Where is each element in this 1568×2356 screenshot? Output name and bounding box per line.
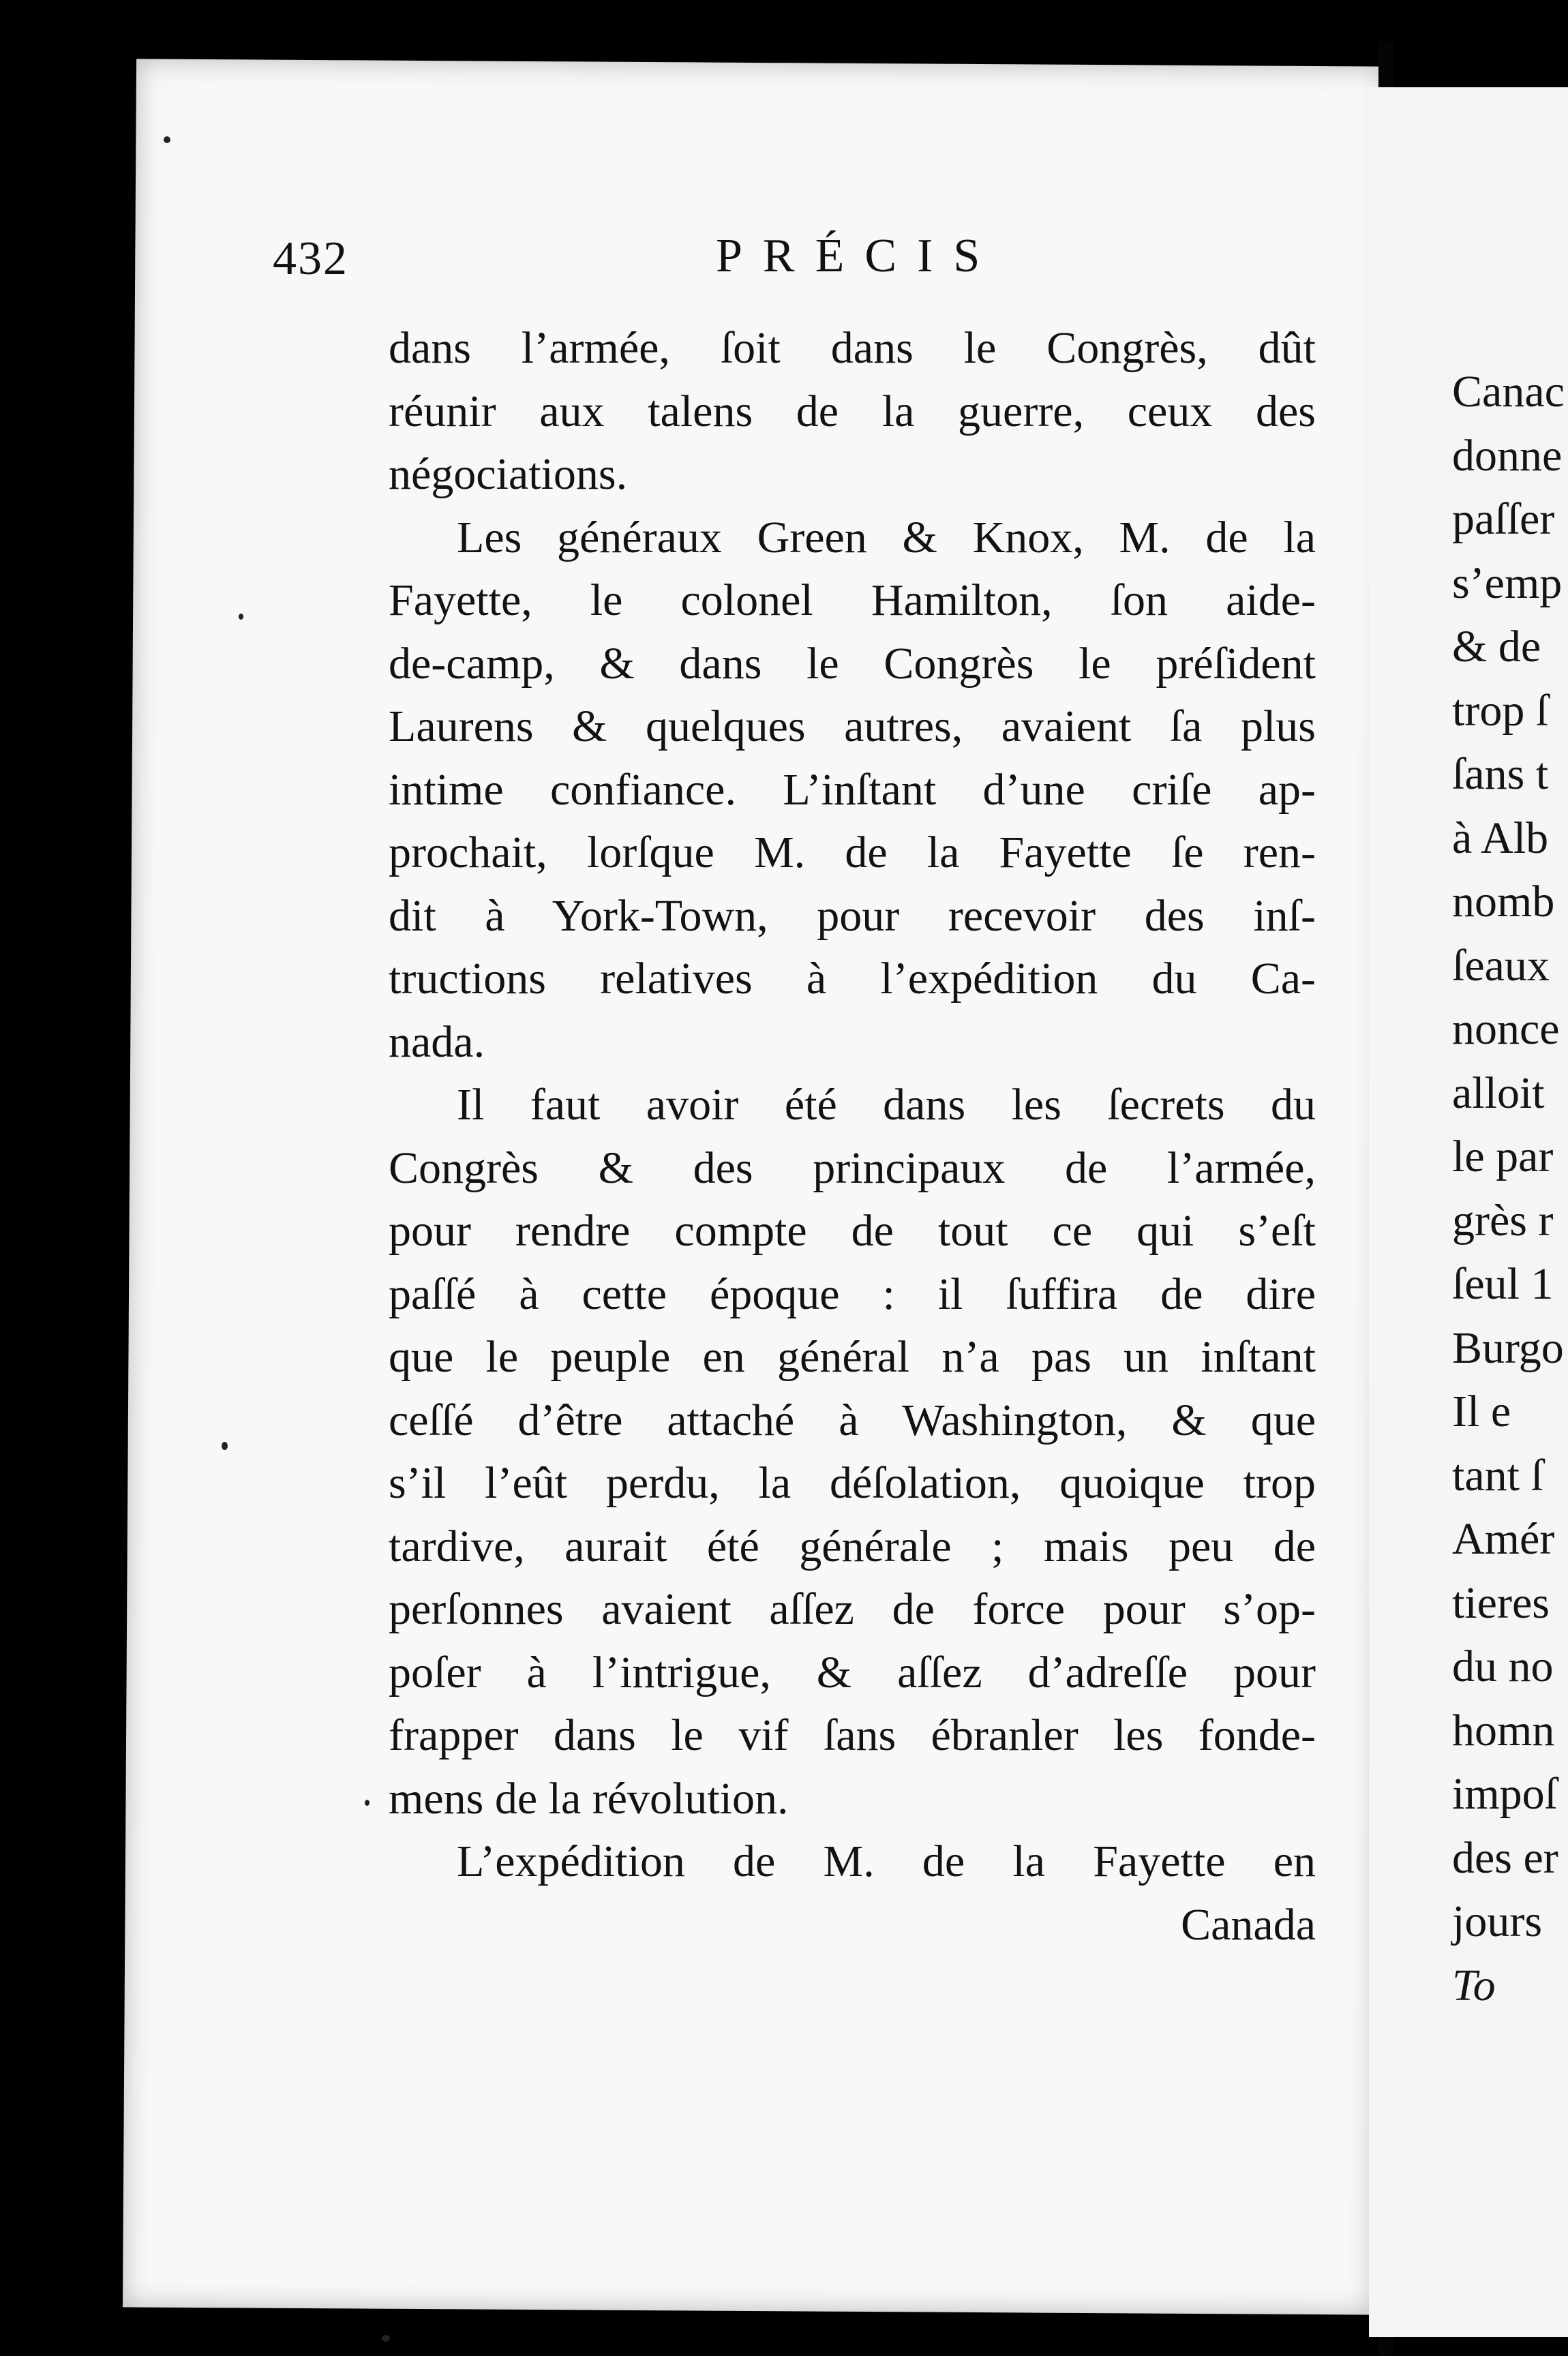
page-number: 432 (273, 232, 348, 285)
text-line: tructions relatives à l’expédition du Ca- (389, 954, 1316, 1003)
text-line: To (1452, 1960, 1496, 2010)
text-line: ſans t (1452, 749, 1549, 799)
text-line: perſonnes avaient aſſez de force pour s’op- (389, 1584, 1316, 1634)
text-line: poſer à l’intrigue, & aſſez d’adreſſe pour (389, 1647, 1316, 1697)
text-line: s’il l’eût perdu, la déſolation, quoique trop (389, 1458, 1316, 1508)
text-line: réunir aux talens de la guerre, ceux des (389, 386, 1316, 436)
text-line: paſſé à cette époque : il ſuffira de dire (389, 1269, 1316, 1319)
catchword: Canada (1181, 1899, 1316, 1950)
text-line: L’expédition de M. de la Fayette en (457, 1837, 1316, 1886)
text-line: des er (1452, 1832, 1558, 1883)
text-line: alloit (1452, 1068, 1545, 1118)
text-line: Il e (1452, 1387, 1511, 1436)
text-line: ſeul 1 (1452, 1259, 1554, 1309)
running-head (273, 232, 1295, 300)
text-line: homn (1452, 1705, 1555, 1755)
text-line: donne (1452, 430, 1563, 481)
text-line: Il faut avoir été dans les ſecrets du (457, 1080, 1316, 1130)
text-line: jours (1452, 1897, 1542, 1946)
text-line: dans l’armée, ſoit dans le Congrès, dût (389, 323, 1316, 373)
text-line: intime confiance. L’inſtant d’une criſe ap- (389, 764, 1316, 815)
text-line: ſeaux (1452, 940, 1550, 991)
ink-speck (222, 1442, 228, 1450)
text-line: paſſer (1452, 494, 1555, 544)
text-line: Fayette, le colonel Hamilton, ſon aide- (389, 575, 1316, 625)
text-line: mens de la révolution. (389, 1773, 789, 1824)
text-line: Burgo (1452, 1323, 1564, 1373)
text-line: ceſſé d’être attaché à Washington, & que (389, 1395, 1316, 1445)
ink-speck (164, 136, 170, 143)
text-line: s’emp (1452, 558, 1563, 608)
text-line: Congrès & des principaux de l’armée, (389, 1143, 1316, 1193)
text-line: trop ſ (1452, 685, 1549, 736)
text-line: que le peuple en général n’a pas un inſtant (389, 1332, 1316, 1382)
ink-speck (365, 1800, 370, 1806)
body-text (389, 317, 1316, 1957)
right-page (1369, 87, 1568, 2337)
text-line: nonce (1452, 1004, 1560, 1054)
text-line: pour rendre compte de tout ce qui s’eſt (389, 1206, 1316, 1256)
text-line: frapper dans le vif ſans ébranler les fonde- (389, 1710, 1316, 1760)
text-line: de-camp, & dans le Congrès le préſident (389, 638, 1316, 689)
text-line: tardive, aurait été générale ; mais peu de (389, 1521, 1316, 1571)
running-title: PRÉCIS (716, 230, 1001, 282)
text-line: impoſ (1452, 1769, 1558, 1819)
text-line: Amér (1452, 1514, 1555, 1564)
text-line: tieres (1452, 1577, 1550, 1628)
ink-speck (382, 2335, 390, 2342)
text-line: à Alb (1452, 813, 1549, 863)
text-line: tant ſ (1452, 1450, 1543, 1500)
text-line: nomb (1452, 877, 1555, 926)
text-line: Laurens & quelques autres, avaient ſa plus (389, 701, 1316, 751)
text-line: prochait, lorſque M. de la Fayette ſe ren- (389, 828, 1316, 877)
text-line: le par (1452, 1132, 1554, 1181)
text-line: Les généraux Green & Knox, M. de la (457, 512, 1316, 562)
text-line: nada. (389, 1016, 485, 1067)
text-line: & de (1452, 622, 1541, 671)
right-page-text (1452, 360, 1565, 2017)
text-line: Canac (1452, 367, 1565, 417)
ink-speck (239, 614, 243, 620)
text-line: grès r (1452, 1195, 1554, 1245)
text-line: du no (1452, 1642, 1554, 1691)
text-line: dit à York-Town, pour recevoir des inſ- (389, 890, 1316, 941)
text-line: négociations. (389, 449, 628, 499)
